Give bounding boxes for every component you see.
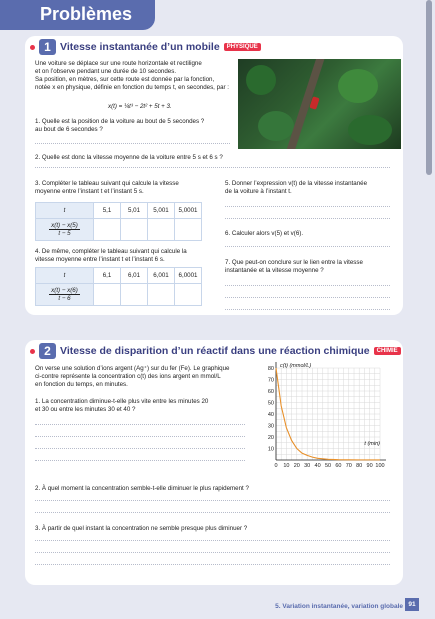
y-tick-label: 70: [267, 377, 274, 384]
answer-cell[interactable]: [94, 284, 121, 306]
table-cell: 5,0001: [175, 203, 202, 219]
exercise-name: Vitesse instantanée d’un mobile: [60, 41, 220, 53]
page-title: Problèmes: [40, 4, 133, 24]
ex1-question-7: 7. Que peut-on conclure sur le lien entre la vitesse instantanée et la vitesse moyenne ?: [225, 259, 363, 274]
ex1-formula: x(t) = ¼t³ − 2t² + 5t + 3.: [108, 103, 172, 110]
page-header: [0, 0, 155, 30]
table-header: t: [36, 203, 94, 219]
x-tick-label: 100: [375, 463, 385, 469]
table-cell: 6,01: [121, 268, 148, 284]
x-tick-label: 0: [274, 463, 278, 469]
subject-tag: CHIMIE: [374, 347, 401, 355]
answer-cell[interactable]: [148, 219, 175, 241]
table-cell: 5,01: [121, 203, 148, 219]
exercise-number: 1: [39, 39, 56, 55]
ex1-question-3: 3. Compléter le tableau suivant qui calcule la vitesse moyenne entre l’instant t et l’instant 5 s.: [35, 180, 179, 195]
ex2-intro: On verse une solution d’ions argent (Ag⁺) sur du fer (Fe). Le graphique ci-contre représente la concentration c(t) des ions argent en mmol/L en fonction du temps, en minutes.: [35, 365, 230, 388]
table-1: [35, 202, 202, 241]
table-header: t: [36, 268, 94, 284]
car-forest-photo: [238, 59, 401, 149]
scrollbar[interactable]: [426, 0, 432, 175]
ex1-intro: Une voiture se déplace sur une route horizontale et rectiligne et on l’observe pendant une durée de 10 secondes. Sa position, en mètres, sur cette route est donnée par la fonction, notée x en physique, définie en fonction du temps t, en secondes, par :: [35, 60, 230, 91]
bullet-icon: [30, 349, 35, 354]
y-tick-label: 60: [267, 389, 274, 395]
table-cell: 5,1: [94, 203, 121, 219]
ex1-question-4: 4. De même, compléter le tableau suivant qui calcule la vitesse moyenne entre l’instant t et l’instant 6 s.: [35, 248, 187, 263]
table-2: [35, 267, 202, 306]
x-tick-label: 60: [335, 463, 342, 469]
answer-cell[interactable]: [148, 284, 175, 306]
y-tick-label: 80: [267, 366, 274, 372]
concentration-chart: [252, 360, 392, 475]
exercise-2-title: [30, 343, 401, 359]
y-tick-label: 50: [267, 400, 274, 407]
page-number: 91: [405, 598, 419, 611]
x-tick-label: 40: [314, 463, 321, 469]
answer-cell[interactable]: [121, 284, 148, 306]
y-axis-label: c(t) (mmol/L): [280, 363, 312, 369]
ex1-question-6: 6. Calculer alors v(5) et v(6).: [225, 230, 304, 237]
y-tick-label: 40: [267, 412, 274, 418]
y-tick-label: 30: [267, 423, 274, 430]
ex1-question-1: 1. Quelle est la position de la voiture au bout de 5 secondes ? au bout de 6 secondes ?: [35, 118, 205, 133]
x-tick-label: 90: [366, 463, 373, 469]
table-cell: 6,001: [148, 268, 175, 284]
exercise-number: 2: [39, 343, 56, 359]
subject-tag: PHYSIQUE: [224, 43, 261, 51]
exercise-name: Vitesse de disparition d’un réactif dans une réaction chimique: [60, 345, 370, 357]
answer-cell[interactable]: [175, 284, 202, 306]
table-cell: 6,0001: [175, 268, 202, 284]
x-tick-label: 70: [345, 463, 352, 469]
x-tick-label: 20: [293, 463, 300, 469]
exercise-1-title: [30, 39, 261, 55]
table-cell: 6,1: [94, 268, 121, 284]
y-tick-label: 20: [267, 435, 274, 441]
ex2-question-2: 2. À quel moment la concentration semble-t-elle diminuer le plus rapidement ?: [35, 485, 249, 492]
answer-cell[interactable]: [175, 219, 202, 241]
bullet-icon: [30, 45, 35, 50]
x-tick-label: 80: [356, 463, 363, 469]
table-fraction: $\frac{x(t) - x(6)}{t - 6}$: [36, 284, 94, 306]
footer-chapter: 5. Variation instantanée, variation globale: [275, 603, 403, 610]
answer-cell[interactable]: [121, 219, 148, 241]
ex2-question-1: 1. La concentration diminue-t-elle plus vite entre les minutes 20 et 30 ou entre les minutes 30 et 40 ?: [35, 398, 209, 413]
table-fraction: $\frac{x(t) - x(5)}{t - 5}$: [36, 219, 94, 241]
ex2-question-3: 3. À partir de quel instant la concentration ne semble presque plus diminuer ?: [35, 525, 248, 532]
x-axis-label: t (min): [364, 441, 380, 447]
x-tick-label: 30: [304, 463, 311, 469]
ex1-question-2: 2. Quelle est donc la vitesse moyenne de la voiture entre 5 s et 6 s ?: [35, 154, 223, 161]
x-tick-label: 50: [324, 463, 332, 469]
ex1-question-5: 5. Donner l’expression v(t) de la vitesse instantanée de la voiture à l’instant t.: [225, 180, 368, 195]
answer-cell[interactable]: [94, 219, 121, 241]
table-cell: 5,001: [148, 203, 175, 219]
x-tick-label: 10: [283, 463, 290, 469]
y-tick-label: 10: [267, 446, 274, 453]
